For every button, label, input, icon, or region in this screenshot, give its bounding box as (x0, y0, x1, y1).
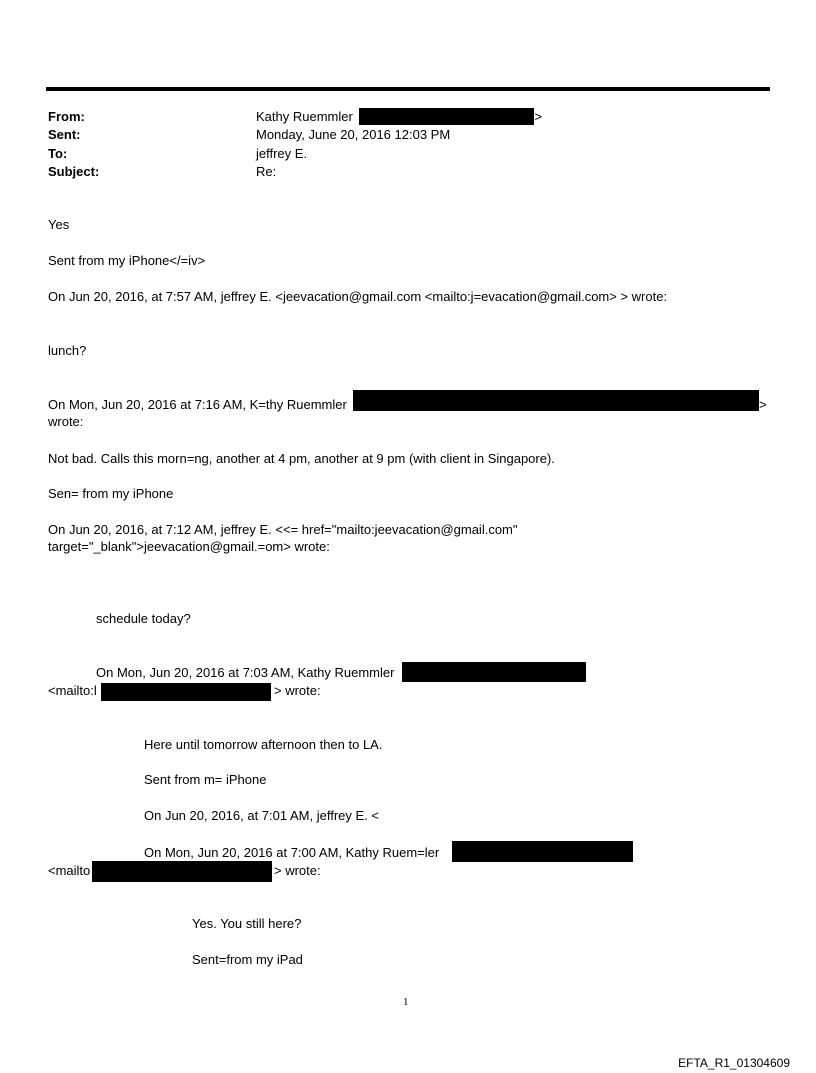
body-line: <mailto:l (48, 683, 97, 698)
body-line-tail: > (759, 397, 767, 412)
sent-label: Sent: (48, 127, 81, 142)
redaction-block (353, 390, 759, 411)
page-number: 1 (403, 996, 409, 1008)
subject-value: Re: (256, 164, 277, 179)
from-value (256, 108, 542, 125)
body-line: Sent from my iPhone</=iv> (48, 253, 206, 268)
body-line (48, 396, 347, 413)
body-line: Here until tomorrow afternoon then to LA. (144, 737, 383, 752)
from-label: From: (48, 109, 85, 124)
to-label: To: (48, 146, 68, 161)
body-line: Sent from m= iPhone (144, 772, 267, 787)
bates-number: EFTA_R1_01304609 (678, 1056, 790, 1070)
body-line: Sent=from my iPad (192, 952, 303, 967)
header-rule (46, 87, 770, 91)
to-value: jeffrey E. (256, 146, 308, 161)
subject-label: Subject: (48, 164, 100, 179)
redaction-block (452, 841, 633, 862)
from-name: Kathy Ruemmler (256, 109, 353, 124)
sent-value: Monday, June 20, 2016 12:03 PM (256, 127, 451, 142)
from-tail: > (534, 109, 543, 124)
body-line: Not bad. Calls this morn=ng, another at 4 pm, another at 9 pm (with client in Singapore). (48, 451, 555, 466)
body-line: Yes. You still here? (192, 916, 302, 931)
body-line: On Jun 20, 2016, at 7:12 AM, jeffrey E. <<= href="mailto:jeevacation@gmail.com" (48, 522, 518, 537)
redaction-block (101, 683, 271, 701)
quoted-header: On Mon, Jun 20, 2016 at 7:16 AM, K=thy Ruemmler (48, 397, 347, 412)
body-line: On Jun 20, 2016, at 7:01 AM, jeffrey E. < (144, 808, 379, 823)
body-line: On Mon, Jun 20, 2016 at 7:00 AM, Kathy Ruem=ler (144, 845, 440, 860)
redaction-block (402, 662, 586, 682)
body-line: wrote: (48, 414, 84, 429)
body-line: Yes (48, 217, 70, 232)
body-line: On Mon, Jun 20, 2016 at 7:03 AM, Kathy Ruemmler (96, 665, 395, 680)
body-line: > wrote: (274, 683, 321, 698)
body-line: lunch? (48, 343, 87, 358)
body-line: target="_blank">jeevacation@gmail.=om> wrote: (48, 539, 330, 554)
redaction-block (359, 108, 534, 125)
body-line: On Jun 20, 2016, at 7:57 AM, jeffrey E. <jeevacation@gmail.com <mailto:j=evacation@gmail.com> > wrote: (48, 289, 668, 304)
body-line: <mailto (48, 863, 91, 878)
body-line: Sen= from my iPhone (48, 486, 174, 501)
redaction-block (92, 861, 272, 882)
body-line: > wrote: (274, 863, 321, 878)
body-line: schedule today? (96, 611, 191, 626)
